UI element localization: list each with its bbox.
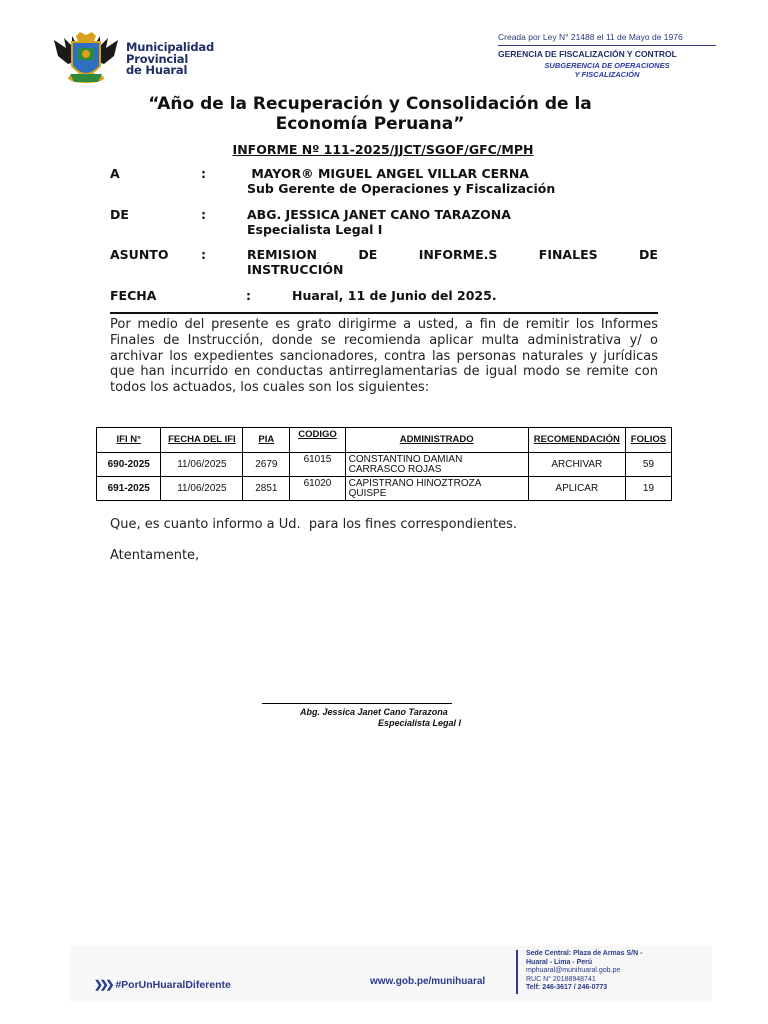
field-label: A: [110, 166, 120, 181]
subject-line: [247, 247, 658, 262]
regards-text: Atentamente,: [110, 548, 200, 563]
subject-field: [110, 247, 658, 279]
field-label: FECHA: [110, 288, 157, 303]
col-administrado: ADMINISTRADO: [345, 428, 528, 453]
col-fecha: FECHA DEL IFI: [161, 428, 243, 453]
field-colon: :: [201, 207, 206, 222]
cell-recomendacion: APLICAR: [528, 477, 625, 501]
cell-folios: 19: [625, 477, 671, 501]
contact-block: [526, 950, 642, 993]
administrado-line: CAPISTRANO HINOZTROZA: [348, 477, 482, 489]
subgerencia-name: [498, 61, 716, 79]
letterhead: [0, 0, 768, 90]
contact-email[interactable]: mphuaral@munihuaral.gob.pe: [526, 967, 621, 975]
closing-sentence: Que, es cuanto informo a Ud. para los fines correspondientes.: [110, 517, 517, 532]
department-heading: [498, 32, 716, 79]
creation-law-text: Creada por Ley N° 21488 el 11 de Mayo de 1976: [498, 32, 683, 42]
year-motto-line: “Año de la Recuperación y Consolidación de la: [148, 94, 592, 114]
chevrons-icon: ❯❯❯: [94, 979, 112, 991]
cell-folios: 59: [625, 453, 671, 477]
gerencia-name: GERENCIA DE FISCALIZACIÓN Y CONTROL: [498, 49, 677, 59]
cell-recomendacion: ARCHIVAR: [528, 453, 625, 477]
hashtag-text: #PorUnHuaralDiferente: [115, 979, 231, 991]
field-value: [247, 166, 555, 196]
field-colon: :: [246, 288, 251, 303]
table-row: [97, 453, 672, 477]
cell-codigo: 61020: [290, 477, 345, 501]
logo-line: Municipalidad: [126, 40, 215, 54]
sender-role: Especialista Legal I: [247, 222, 383, 237]
cell-ifi: 690-2025: [97, 453, 161, 477]
col-pia: PIA: [243, 428, 290, 453]
signatory-name: Abg. Jessica Janet Cano Tarazona: [300, 707, 448, 717]
cell-fecha: 11/06/2025: [161, 453, 243, 477]
page-footer: [70, 946, 712, 1002]
field-label: DE: [110, 207, 129, 222]
subgerencia-line: SUBGERENCIA DE OPERACIONES: [544, 61, 670, 70]
hashtag-banner: [94, 979, 231, 991]
addressee-field: [110, 166, 658, 198]
date-value: Huaral, 11 de Junio del 2025.: [292, 288, 497, 303]
contact-line: Huaral - Lima - Perú: [526, 958, 593, 966]
subject-word: REMISION: [247, 247, 317, 262]
cell-administrado: [345, 477, 528, 501]
cell-pia: 2851: [243, 477, 290, 501]
cell-administrado: [345, 453, 528, 477]
contact-line: Sede Central: Plaza de Armas S/N -: [526, 950, 643, 957]
logo-line: de Huaral: [126, 63, 188, 77]
logo-line: Provincial: [126, 51, 189, 66]
subject-word: FINALES: [538, 247, 598, 262]
subject-word: INFORME.S: [418, 247, 498, 262]
footer-separator: [516, 950, 518, 994]
col-folios: FOLIOS: [625, 428, 671, 453]
administrado-line: CONSTANTINO DAMIAN: [348, 453, 463, 465]
cell-pia: 2679: [243, 453, 290, 477]
sender-name: ABG. JESSICA JANET CANO TARAZONA: [247, 207, 511, 222]
cell-fecha: 11/06/2025: [161, 477, 243, 501]
field-value: [247, 207, 511, 237]
col-ifi: IFI N°: [97, 428, 161, 453]
logo-wordmark: [126, 42, 214, 77]
sender-field: [110, 207, 658, 239]
signatory-role: Especialista Legal I: [378, 718, 462, 728]
section-divider: [110, 312, 658, 314]
header-rule: [498, 45, 716, 46]
report-number: INFORME Nº 111-2025/JJCT/SGOF/GFC/MPH: [232, 142, 534, 157]
administrado-line: CARRASCO ROJAS: [348, 463, 442, 475]
contact-line: RUC N° 20188948741: [526, 975, 596, 983]
reports-table: [96, 427, 672, 501]
field-colon: :: [201, 166, 206, 181]
col-codigo: CODIGO: [290, 428, 345, 453]
addressee-role: Sub Gerente de Operaciones y Fiscalización: [247, 181, 556, 196]
date-field: [110, 288, 658, 304]
year-motto-line: Economía Peruana”: [275, 114, 465, 134]
body-paragraph: Por medio del presente es grato dirigirme a usted, a fin de remitir los Informes Finales de Instrucción, donde se recomienda aplicar multa administrativa y/ o archivar los expedientes sancionadores, contra las personas naturales y jurídicas que han incurrido en conductas antirreglamentarias de igual modo se remite con todos los actuados, los cuales son los siguientes:: [110, 317, 658, 396]
subject-word: DE: [639, 247, 658, 262]
municipality-logo: [50, 30, 225, 86]
subject-word: DE: [358, 247, 378, 262]
field-label: ASUNTO: [110, 247, 169, 262]
col-recomendacion: RECOMENDACIÓN: [528, 428, 625, 453]
cell-ifi: 691-2025: [97, 477, 161, 501]
subgerencia-line: Y FISCALIZACIÓN: [574, 70, 640, 79]
cell-codigo: 61015: [290, 453, 345, 477]
addressee-name: MAYOR® MIGUEL ANGEL VILLAR CERNA: [247, 166, 529, 181]
coat-of-arms-icon: [50, 30, 122, 86]
signature-line: [262, 703, 452, 704]
administrado-line: QUISPE: [348, 487, 387, 499]
subject-line-2: INSTRUCCIÓN: [247, 262, 344, 277]
year-motto: [120, 94, 620, 134]
website-link[interactable]: www.gob.pe/munihuaral: [370, 976, 486, 987]
table-header-row: [97, 428, 672, 453]
table-row: [97, 477, 672, 501]
contact-phone: Telf: 246-3617 / 246-0773: [526, 984, 608, 992]
field-colon: :: [201, 247, 206, 262]
